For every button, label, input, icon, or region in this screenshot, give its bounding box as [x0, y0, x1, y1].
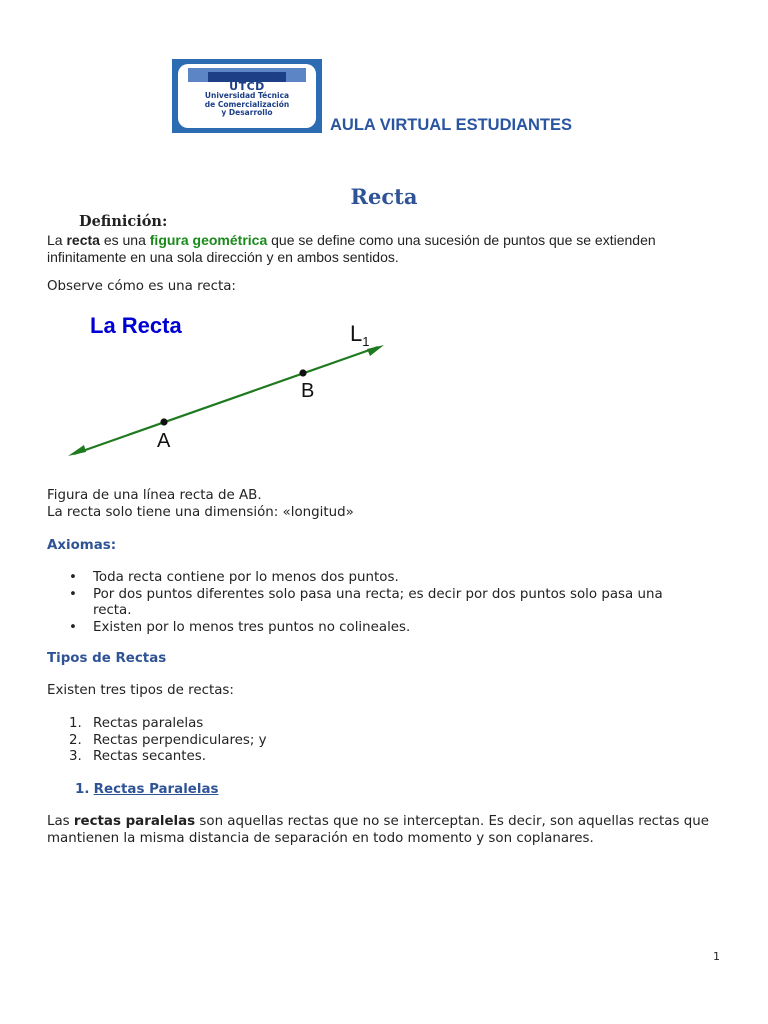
tipos-list: [47, 716, 697, 766]
axiomas-heading: Axiomas:: [47, 538, 117, 553]
list-item-text: Toda recta contiene por lo menos dos puntos.: [93, 570, 399, 585]
list-item: [47, 587, 697, 620]
bullet: •: [69, 570, 77, 585]
list-item-text: Por dos puntos diferentes solo pasa una recta; es decir por dos puntos solo pasa una recta.: [93, 586, 663, 618]
paralelas-heading: [75, 782, 218, 797]
line-label-letter: L: [350, 321, 363, 346]
figure-title: La Recta: [90, 313, 182, 338]
page-title: Recta: [350, 184, 418, 209]
point-a-dot: [160, 418, 167, 425]
arrowhead-left-icon: [68, 445, 86, 456]
list-number: 2.: [69, 732, 82, 748]
rectas-paralelas-link[interactable]: Rectas Paralelas: [93, 782, 219, 797]
logo-subtitle-line: y Desarrollo: [221, 108, 273, 117]
utcd-logo: [172, 59, 322, 133]
text-run: que se define como una sucesión de puntos que se extienden infinitamente en una sola dirección y en ambos sentidos.: [47, 232, 656, 265]
paralelas-number: 1.: [75, 782, 90, 797]
term-figura-geometrica: figura geométrica: [149, 232, 268, 248]
logo-subtitle: [178, 92, 316, 118]
line-label-subscript: 1: [362, 334, 370, 349]
point-b-dot: [299, 369, 306, 376]
text-run: La: [47, 232, 67, 248]
aula-virtual-title: AULA VIRTUAL ESTUDIANTES: [330, 116, 573, 134]
definition-heading: Definición:: [79, 213, 168, 230]
text-run: son aquellas rectas que no se interceptan. Es decir, son aquellas rectas que mantienen la misma distancia de separación en todo momento y son coplanares.: [47, 814, 709, 846]
term-recta: recta: [66, 232, 100, 248]
list-number: 3.: [69, 749, 82, 764]
bullet: •: [69, 619, 77, 635]
logo-subtitle-line: Universidad Técnica: [204, 91, 290, 100]
arrowhead-right-icon: [367, 345, 384, 356]
bullet: •: [69, 586, 77, 602]
line-l1: [74, 347, 378, 454]
point-b-label: B: [301, 380, 315, 402]
point-a-label: A: [157, 430, 171, 452]
definition-paragraph: [47, 232, 737, 265]
line-figure: [60, 305, 400, 465]
list-number: 1.: [69, 716, 82, 731]
list-item-text: Rectas secantes.: [93, 749, 206, 764]
observe-text: Observe cómo es una recta:: [47, 279, 236, 294]
logo-title: UTCD: [229, 80, 265, 93]
axiomas-list: [47, 570, 697, 636]
logo-panel: [178, 64, 316, 128]
text-run: es una: [99, 232, 150, 248]
line-label: [350, 321, 369, 349]
list-item-text: Rectas paralelas: [93, 716, 204, 731]
list-item: [47, 716, 697, 733]
list-item-text: Rectas perpendiculares; y: [93, 732, 267, 748]
term-rectas-paralelas: rectas paralelas: [73, 814, 196, 829]
list-item: [47, 620, 697, 637]
logo-subtitle-line: de Comercialización: [204, 99, 290, 109]
paralelas-paragraph: [47, 814, 737, 847]
figure-caption: [47, 488, 737, 521]
text-run: Las: [47, 814, 74, 829]
list-item: [47, 733, 697, 750]
tipos-intro: Existen tres tipos de rectas:: [47, 683, 234, 698]
caption-line: Figura de una línea recta de AB.: [47, 488, 262, 503]
list-item: [47, 749, 697, 766]
caption-line: La recta solo tiene una dimensión: «longitud»: [47, 504, 354, 520]
list-item: [47, 570, 697, 587]
tipos-heading: Tipos de Rectas: [47, 651, 167, 666]
list-item-text: Existen por lo menos tres puntos no colineales.: [93, 619, 411, 635]
page-number: 1: [713, 950, 720, 963]
